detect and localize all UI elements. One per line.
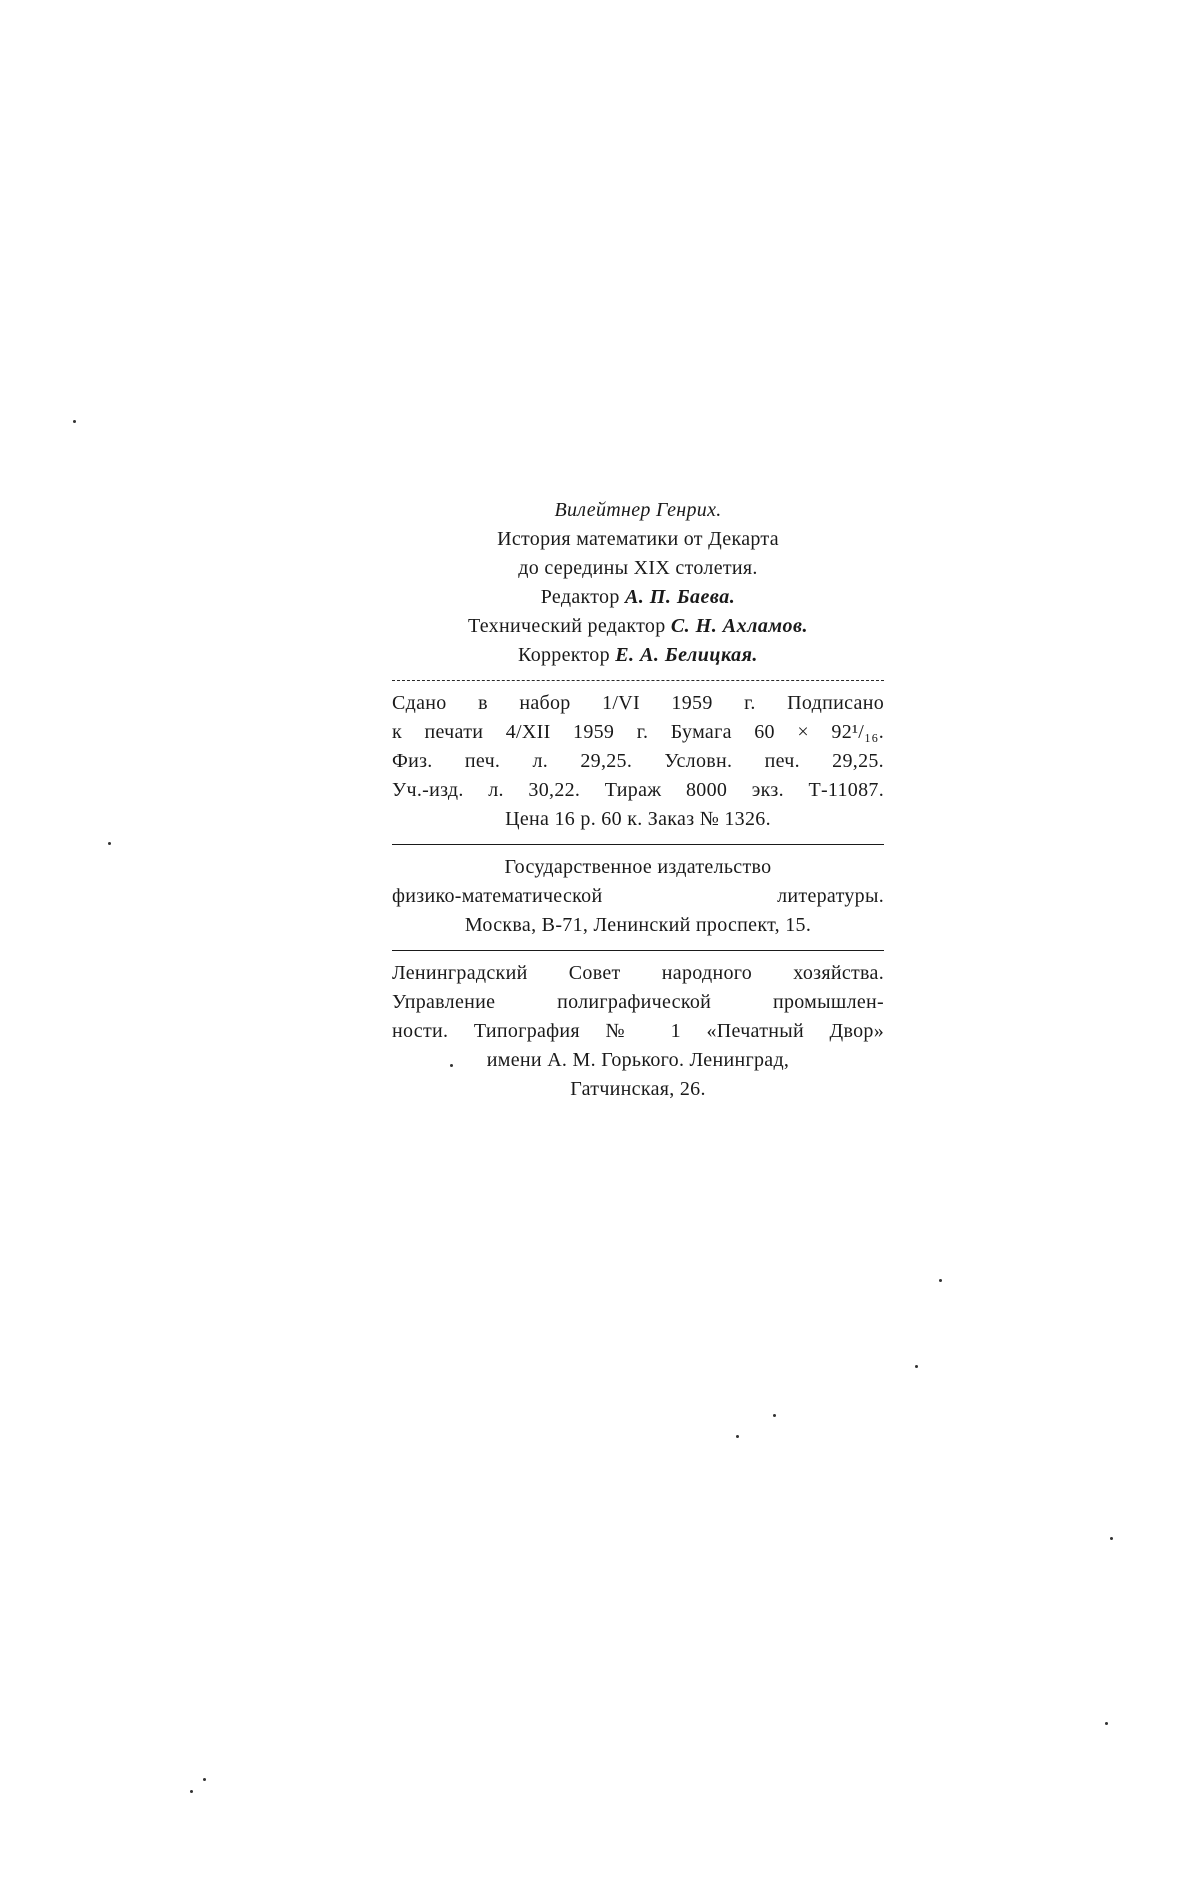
proofreader-label: Корректор [518,644,610,666]
imprint-line-1: Сдано в набор 1/VI 1959 г. Подписано [392,692,884,714]
tech-editor-line [392,612,884,641]
divider-rule-2 [392,844,884,845]
printer-line-4: имени А. М. Горького. Ленинград, [486,1049,790,1071]
printer-line-5: Гатчинская, 26. [570,1078,706,1100]
tech-editor-name: С. Н. Ахламов. [670,615,808,637]
author-line: Вилейтнер Генрих. [554,499,722,521]
editor-name: А. П. Баева. [624,586,736,608]
proofreader-line [392,641,884,670]
title-block [392,496,884,670]
publisher-line-1: Государственное издательство [504,856,772,878]
divider-rule-1 [392,680,884,681]
scan-speck [1105,1722,1108,1725]
book-title-line-1: История математики от Декарта [497,528,779,550]
scan-speck [773,1414,776,1417]
editor-label: Редактор [540,586,620,608]
imprint-line-2: к печати 4/XII 1959 г. Бумага 60 × 92¹/₁₆. [392,721,884,743]
publisher-line-2: физико-математической литературы. [392,885,884,907]
scan-speck [915,1365,918,1368]
imprint-line-3: Физ. печ. л. 29,25. Условн. печ. 29,25. [392,750,884,772]
scan-speck [190,1790,193,1793]
scan-speck [450,1064,453,1067]
printer-block [392,959,884,1104]
printer-line-2: Управление полиграфической промышлен- [392,991,884,1013]
scan-speck [203,1778,206,1781]
divider-rule-3 [392,950,884,951]
scan-speck [1110,1537,1113,1540]
scan-speck [939,1279,942,1282]
book-title-line-2: до середины XIX столетия. [518,557,758,579]
editor-line [392,583,884,612]
publisher-line-3: Москва, В-71, Ленинский проспект, 15. [464,914,812,936]
tech-editor-label: Технический редактор [468,615,666,637]
scan-speck [736,1435,739,1438]
printer-line-3: ности. Типография № 1 «Печатный Двор» [392,1020,884,1042]
printer-line-1: Ленинградский Совет народного хозяйства. [392,962,884,984]
colophon [392,496,884,1104]
proofreader-name: Е. А. Белицкая. [615,644,758,666]
publisher-block [392,853,884,940]
imprint-block [392,689,884,834]
imprint-line-4: Уч.-изд. л. 30,22. Тираж 8000 экз. Т-11087. [392,779,884,801]
scan-speck [108,842,111,845]
imprint-line-5: Цена 16 р. 60 к. Заказ № 1326. [505,808,771,830]
scan-speck [73,420,76,423]
